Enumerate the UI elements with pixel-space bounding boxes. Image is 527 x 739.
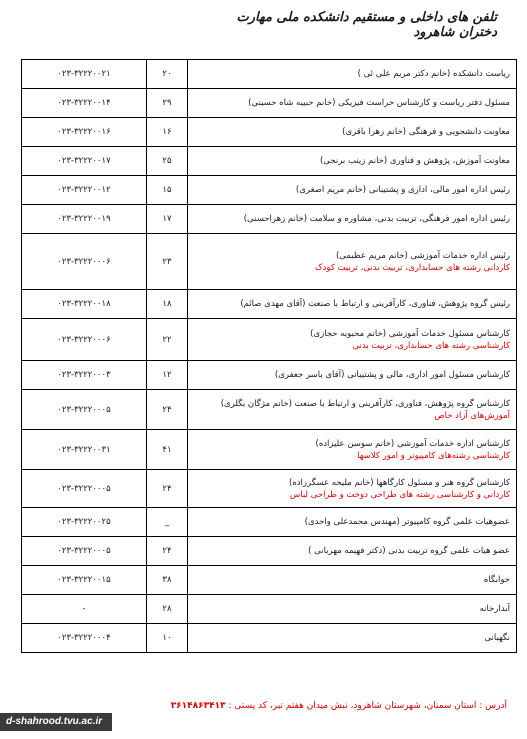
contact-cell — [188, 60, 517, 89]
table-row — [22, 537, 517, 566]
direct-phone-number: ۰۲۳-۳۲۲۲۰۰۱۷ — [22, 147, 147, 176]
extension-number: ۱۲ — [147, 361, 188, 390]
contact-subtitle: کاردانی و کارشناسی رشته های طراحی دوخت و طراحی لباس — [289, 489, 510, 500]
contact-name: رئیس گروه پژوهش، فناوری، کارآفرینی و ارتباط با صنعت (آقای مهدی صائم) — [240, 299, 510, 309]
contact-cell — [188, 566, 517, 595]
direct-phone-number: ۰۲۳-۳۲۲۲۰۰۰۶ — [22, 234, 147, 290]
postal-code: ۳۶۱۴۸۶۳۴۱۳ — [170, 701, 226, 711]
contact-name: خوابگاه — [483, 575, 510, 585]
direct-phone-number: ۰۲۳-۳۲۲۲۰۰۰۵ — [22, 470, 147, 508]
extension-number: ۲۹ — [147, 89, 188, 118]
table-row — [22, 624, 517, 653]
direct-phone-number: ۰۲۳-۳۲۲۲۰۰۰۵ — [22, 537, 147, 566]
table-row — [22, 470, 517, 508]
address-text: آدرس : استان سمنان، شهرستان شاهرود، نبش میدان هفتم تیر، کد پستی : — [228, 701, 507, 711]
table-row — [22, 234, 517, 290]
direct-phone-number: ۰۲۳-۳۲۲۲۰۰۲۱ — [22, 60, 147, 89]
table-row — [22, 390, 517, 430]
table-row — [22, 361, 517, 390]
contact-cell — [188, 147, 517, 176]
contact-cell — [188, 290, 517, 319]
table-row — [22, 147, 517, 176]
contact-name: معاونت دانشجویی و فرهنگی (خانم زهرا باقری) — [342, 127, 510, 137]
extension-number: ۲۲ — [147, 319, 188, 361]
contact-name: رئیس اداره امور فرهنگی، تربیت بدنی، مشاوره و سلامت (خانم زهراحسنی) — [243, 214, 510, 224]
extension-number: ۳۸ — [147, 566, 188, 595]
contact-name: عضو هیات علمی گروه تربیت بدنی (دکتر فهیمه مهربانی ) — [308, 546, 510, 556]
table-row — [22, 319, 517, 361]
contact-cell — [188, 430, 517, 470]
table-row — [22, 176, 517, 205]
extension-number: ۲۴ — [147, 390, 188, 430]
extension-number: ۲۴ — [147, 470, 188, 508]
address-line — [87, 701, 507, 711]
table-row — [22, 595, 517, 624]
direct-phone-number: - — [22, 595, 147, 624]
extension-number: ۱۶ — [147, 118, 188, 147]
contact-name: کارشناس گروه پژوهش، فناوری، کارآفرینی و ارتباط با صنعت (خانم مژگان بگلری) — [220, 398, 510, 409]
direct-phone-number: ۰۲۳-۳۲۲۲۰۰۱۹ — [22, 205, 147, 234]
contact-cell — [188, 537, 517, 566]
direct-phone-number: ۰۲۳-۳۲۲۲۰۰۳۱ — [22, 430, 147, 470]
contact-cell — [188, 390, 517, 430]
contact-cell — [188, 470, 517, 508]
contact-name: آبدارخانه — [479, 604, 510, 614]
phone-directory-table — [21, 59, 517, 653]
extension-number: ۲۵ — [147, 147, 188, 176]
contact-cell — [188, 624, 517, 653]
contact-subtitle: آموزش‌های آزاد خاص — [434, 410, 510, 421]
directory-rows — [22, 60, 517, 653]
contact-name: کارشناس اداره خدمات آموزشی (خانم سوسن علیزاده) — [315, 438, 510, 449]
table-row — [22, 290, 517, 319]
contact-subtitle: کاردانی رشته های حسابداری، تربیت بدنی، تربیت کودک — [315, 262, 510, 273]
extension-number: _ — [147, 508, 188, 537]
contact-cell — [188, 89, 517, 118]
extension-number: ۲۸ — [147, 595, 188, 624]
contact-name: کارشناس گروه هنر و مسئول کارگاهها (خانم ملیحه عسگرزاده) — [289, 477, 510, 488]
extension-number: ۴۱ — [147, 430, 188, 470]
direct-phone-number: ۰۲۳-۳۲۲۲۰۰۱۶ — [22, 118, 147, 147]
contact-cell — [188, 205, 517, 234]
page-title: تلفن های داخلی و مستقیم دانشکده ملی مهارت دختران شاهرود — [236, 10, 497, 40]
contact-subtitle: کارشناسی رشته‌های کامپیوتر و امور کلاسها — [357, 450, 510, 461]
contact-name: کارشناس مسئول خدمات آموزشی (خانم محبوبه حجازی) — [310, 328, 510, 339]
contact-name: کارشناس مسئول امور اداری، مالی و پشتیبانی (آقای یاسر جعفری) — [274, 370, 510, 380]
direct-phone-number: ۰۲۳-۳۲۲۲۰۰۱۴ — [22, 89, 147, 118]
extension-number: ۱۸ — [147, 290, 188, 319]
direct-phone-number: ۰۲۳-۳۲۲۲۰۰۲۵ — [22, 508, 147, 537]
table-row — [22, 118, 517, 147]
contact-name: رئیس اداره خدمات آموزشی (خانم مریم عظیمی) — [335, 250, 510, 261]
table-row — [22, 430, 517, 470]
extension-number: ۱۵ — [147, 176, 188, 205]
direct-phone-number: ۰۲۳-۳۲۲۲۰۰۱۲ — [22, 176, 147, 205]
contact-cell — [188, 595, 517, 624]
direct-phone-number: ۰۲۳-۳۲۲۲۰۰۰۳ — [22, 361, 147, 390]
website-badge[interactable]: d-shahrood.tvu.ac.ir — [0, 713, 112, 731]
extension-number: ۲۴ — [147, 537, 188, 566]
direct-phone-number: ۰۲۳-۳۲۲۲۰۰۱۵ — [22, 566, 147, 595]
extension-number: ۱۰ — [147, 624, 188, 653]
contact-name: مسئول دفتر ریاست و کارشناس حراست فیزیکی (خانم حبیبه شاه حسینی) — [248, 98, 510, 108]
contact-subtitle: کارشناسی رشته های حسابداری، تربیت بدنی — [352, 340, 510, 351]
contact-name: ریاست دانشکده (خانم دکتر مریم علی ئی ) — [357, 69, 510, 79]
contact-cell — [188, 234, 517, 290]
contact-name: معاونت آموزش، پژوهش و فناوری (خانم زینب برنجی) — [319, 156, 510, 166]
direct-phone-number: ۰۲۳-۳۲۲۲۰۰۰۴ — [22, 624, 147, 653]
contact-name: رئیس اداره امور مالی، اداری و پشتیبانی (خانم مریم اصغری) — [295, 185, 510, 195]
table-row — [22, 205, 517, 234]
contact-cell — [188, 118, 517, 147]
contact-cell — [188, 176, 517, 205]
contact-name: نگهبانی — [484, 633, 510, 643]
table-row — [22, 89, 517, 118]
table-row — [22, 508, 517, 537]
extension-number: ۲۳ — [147, 234, 188, 290]
contact-name: عضوهیات علمی گروه کامپیوتر (مهندس محمدعلی واحدی) — [304, 517, 510, 527]
contact-cell — [188, 319, 517, 361]
direct-phone-number: ۰۲۳-۳۲۲۲۰۰۰۵ — [22, 390, 147, 430]
contact-cell — [188, 361, 517, 390]
table-row — [22, 566, 517, 595]
direct-phone-number: ۰۲۳-۳۲۲۲۰۰۱۸ — [22, 290, 147, 319]
extension-number: ۲۰ — [147, 60, 188, 89]
table-row — [22, 60, 517, 89]
direct-phone-number: ۰۲۳-۳۲۲۲۰۰۰۶ — [22, 319, 147, 361]
extension-number: ۱۷ — [147, 205, 188, 234]
contact-cell — [188, 508, 517, 537]
